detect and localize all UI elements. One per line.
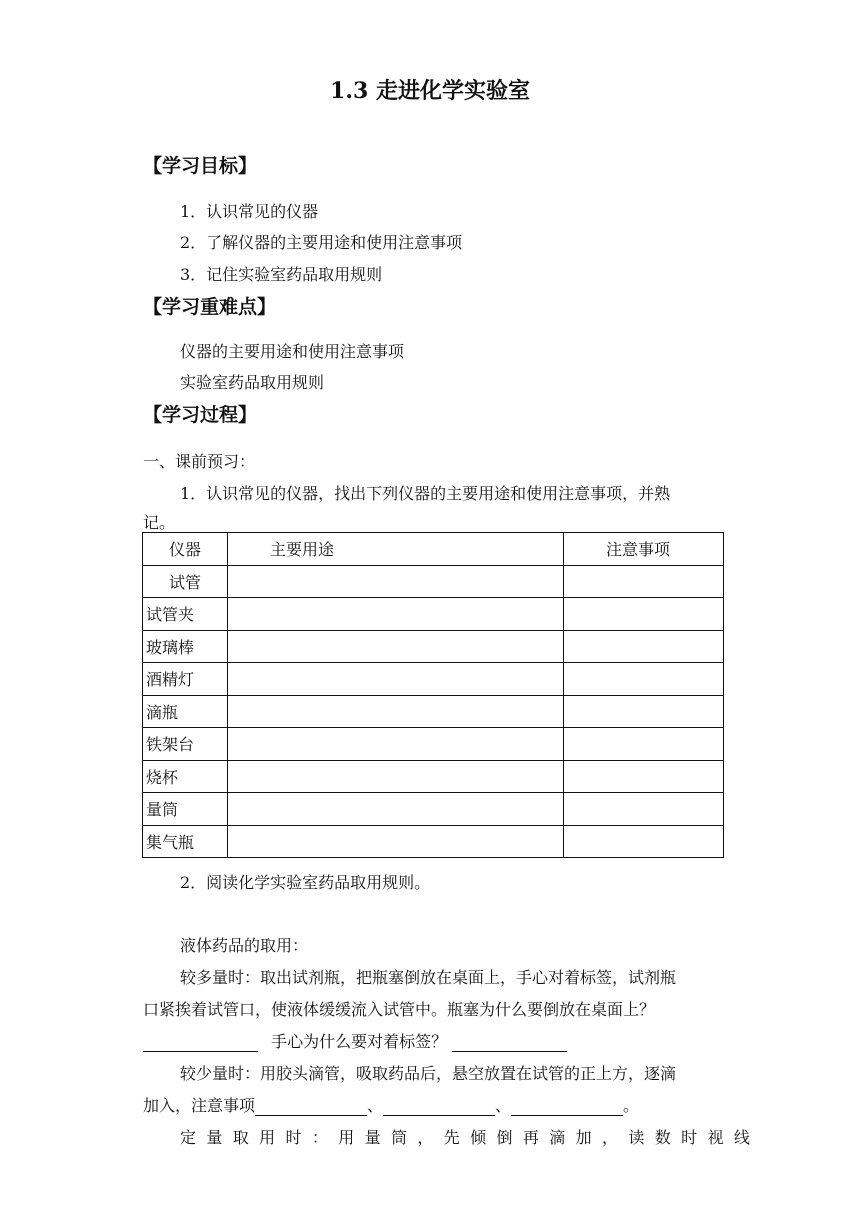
liquid-heading: 液体药品的取用： — [180, 936, 309, 955]
usage-cell[interactable] — [228, 598, 564, 631]
notes-cell[interactable] — [564, 793, 724, 826]
fixed-line-char: ， — [602, 1128, 619, 1147]
liquid-fixed-line — [180, 1125, 750, 1148]
notes-cell[interactable] — [564, 825, 724, 858]
fixed-line-char: 线 — [733, 1128, 750, 1147]
instrument-name: 集气瓶 — [143, 825, 228, 858]
table-row — [143, 760, 724, 793]
table-row — [143, 728, 724, 761]
instrument-name: 试管夹 — [143, 598, 228, 631]
usage-cell[interactable] — [228, 825, 564, 858]
fixed-line-char: 加 — [575, 1128, 592, 1147]
fixed-line-char: 数 — [654, 1128, 671, 1147]
header-notes: 注意事项 — [564, 533, 724, 566]
table-row — [143, 598, 724, 631]
answer-blank[interactable] — [452, 1037, 567, 1052]
fixed-line-char: 时 — [681, 1128, 698, 1147]
fixed-line-char: ： — [311, 1128, 328, 1147]
answer-blank[interactable] — [255, 1101, 367, 1116]
header-usage: 主要用途 — [228, 533, 564, 566]
liquid-more-line1: 较多量时：取出试剂瓶，把瓶塞倒放在桌面上，手心对着标签，试剂瓶 — [180, 968, 677, 987]
instrument-name: 铁架台 — [143, 728, 228, 761]
fixed-line-char: 读 — [628, 1128, 645, 1147]
page-title: 1.3 走进化学实验室 — [330, 78, 530, 104]
notes-cell[interactable] — [564, 565, 724, 598]
goal-item: 1．认识常见的仪器 — [180, 202, 319, 221]
process-heading: 【学习过程】 — [143, 404, 258, 426]
usage-cell[interactable] — [228, 760, 564, 793]
fixed-line-char: 时 — [285, 1128, 302, 1147]
liquid-less-line2 — [143, 1093, 639, 1116]
fixed-line-char: 取 — [232, 1128, 249, 1147]
liquid-more-line3 — [143, 1029, 567, 1052]
notes-cell[interactable] — [564, 663, 724, 696]
question-hand-label: 手心为什么要对着标签？ — [271, 1032, 448, 1051]
goal-item: 3．记住实验室药品取用规则 — [180, 265, 383, 284]
instrument-name: 试管 — [143, 565, 228, 598]
key-point-item: 实验室药品取用规则 — [180, 373, 325, 392]
fixed-line-char: 定 — [180, 1128, 197, 1147]
fixed-line-char: 视 — [707, 1128, 724, 1147]
instrument-table — [142, 532, 724, 858]
fixed-line-char: 筒 — [391, 1128, 408, 1147]
usage-cell[interactable] — [228, 630, 564, 663]
usage-cell[interactable] — [228, 793, 564, 826]
answer-blank[interactable] — [511, 1101, 623, 1116]
fixed-line-char: 用 — [259, 1128, 276, 1147]
goals-heading: 【学习目标】 — [143, 155, 258, 177]
notes-cell[interactable] — [564, 695, 724, 728]
instrument-name: 滴瓶 — [143, 695, 228, 728]
liquid-more-line2: 口紧挨着试管口，使液体缓缓流入试管中。瓶塞为什么要倒放在桌面上？ — [143, 1000, 656, 1019]
key-point-item: 仪器的主要用途和使用注意事项 — [180, 342, 405, 361]
fixed-line-char: 量 — [364, 1128, 381, 1147]
fixed-line-char: 滴 — [549, 1128, 566, 1147]
instrument-name: 酒精灯 — [143, 663, 228, 696]
instrument-name: 玻璃棒 — [143, 630, 228, 663]
instrument-name: 烧杯 — [143, 760, 228, 793]
header-instrument: 仪器 — [143, 533, 228, 566]
table-header-row — [143, 533, 724, 566]
fixed-line-char: 再 — [522, 1128, 539, 1147]
table-row — [143, 793, 724, 826]
fixed-line-char: 倾 — [470, 1128, 487, 1147]
answer-blank[interactable] — [143, 1037, 258, 1052]
notes-cell[interactable] — [564, 760, 724, 793]
answer-blank[interactable] — [383, 1101, 495, 1116]
instrument-name: 量筒 — [143, 793, 228, 826]
sentence-end: 。 — [623, 1096, 640, 1115]
liquid-less-line1: 较少量时：用胶头滴管，吸取药品后，悬空放置在试管的正上方，逐滴 — [180, 1064, 677, 1083]
fixed-line-char: 先 — [443, 1128, 460, 1147]
usage-cell[interactable] — [228, 728, 564, 761]
fixed-line-char: 量 — [206, 1128, 223, 1147]
goal-item: 2．了解仪器的主要用途和使用注意事项 — [180, 233, 463, 252]
separator: 、 — [495, 1096, 512, 1115]
preview-item1-line2: 记。 — [143, 513, 176, 532]
fixed-line-char: 倒 — [496, 1128, 513, 1147]
preview-item2: 2．阅读化学实验室药品取用规则。 — [180, 873, 431, 892]
usage-cell[interactable] — [228, 695, 564, 728]
notes-cell[interactable] — [564, 598, 724, 631]
table-row — [143, 663, 724, 696]
preview-label: 一、课前预习： — [143, 452, 256, 471]
usage-cell[interactable] — [228, 663, 564, 696]
fixed-line-char: 用 — [338, 1128, 355, 1147]
notes-cell[interactable] — [564, 630, 724, 663]
fixed-line-char: ， — [417, 1128, 434, 1147]
table-row — [143, 565, 724, 598]
table-row — [143, 695, 724, 728]
key-points-heading: 【学习重难点】 — [143, 296, 277, 318]
preview-item1-line1: 1．认识常见的仪器，找出下列仪器的主要用途和使用注意事项，并熟 — [180, 484, 671, 503]
separator: 、 — [367, 1096, 384, 1115]
usage-cell[interactable] — [228, 565, 564, 598]
less-prefix: 加入，注意事项 — [143, 1096, 256, 1115]
notes-cell[interactable] — [564, 728, 724, 761]
table-row — [143, 825, 724, 858]
table-row — [143, 630, 724, 663]
